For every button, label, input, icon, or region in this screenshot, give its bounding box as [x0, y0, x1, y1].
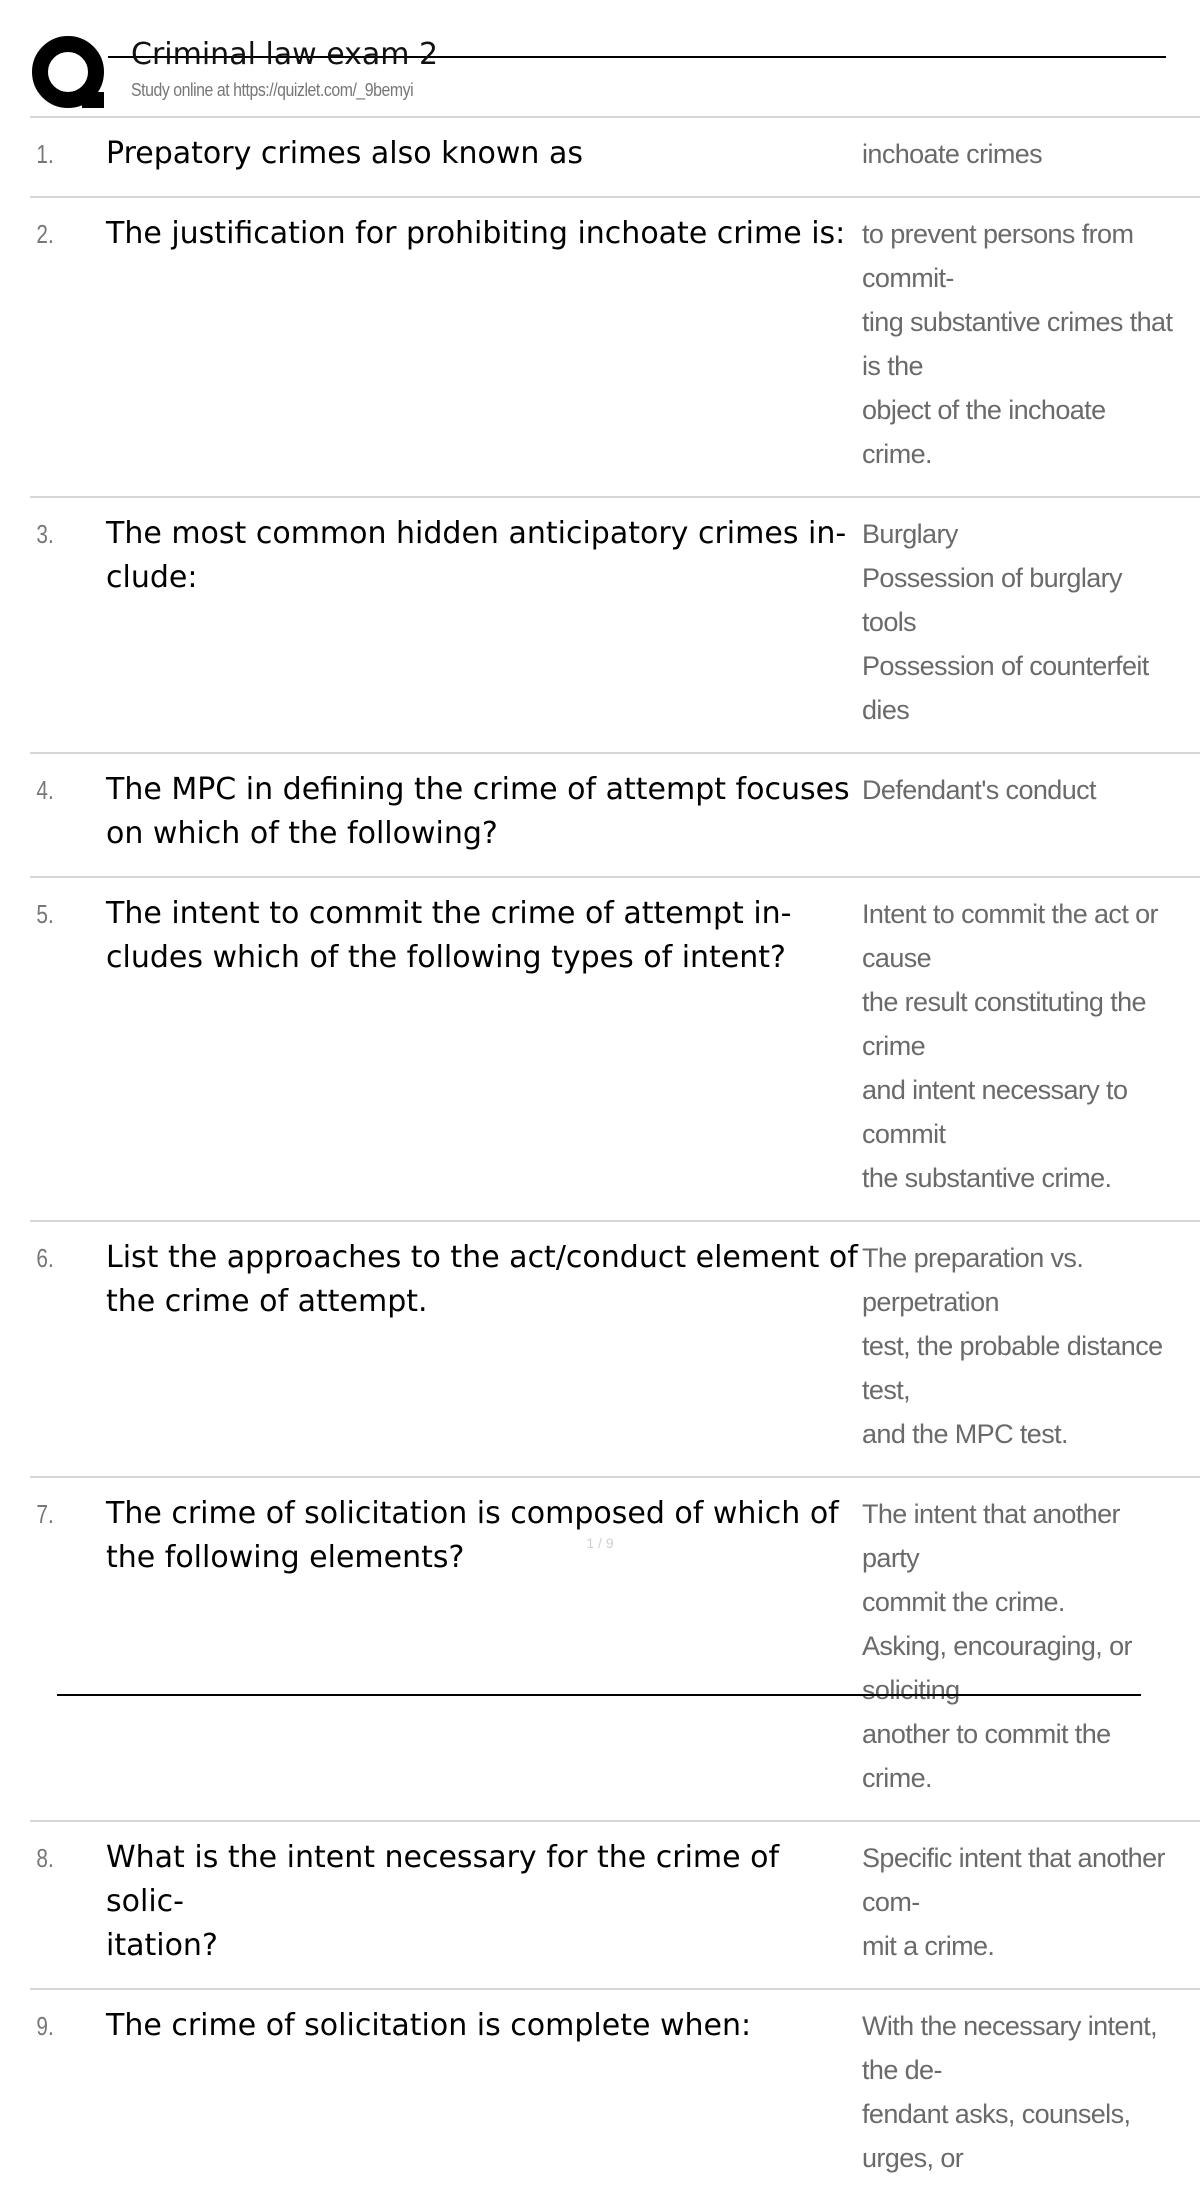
flashcard-row [30, 118, 1200, 198]
flashcard-row [30, 754, 1200, 878]
card-number: 9. [36, 2011, 54, 2041]
card-definition: With the necessary intent, the de- fendant asks, counsels, urges, or [862, 2011, 1158, 2173]
card-number: 2. [36, 219, 54, 249]
footer-rule [57, 1694, 1141, 1696]
document-header [30, 30, 1140, 114]
document-subtitle: Study online at https://quizlet.com/_9bemyi [131, 80, 414, 100]
card-term: The most common hidden anticipatory crimes in- clude: [106, 516, 847, 595]
card-definition: Defendant's conduct [862, 775, 1096, 805]
card-number: 7. [36, 1499, 54, 1529]
card-number: 1. [36, 139, 54, 169]
flashcard-row [30, 1990, 1200, 2200]
card-definition: to prevent persons from commit- ting substantive crimes that is the object of the inchoate crime. [862, 219, 1173, 469]
card-term: The crime of solicitation is complete when: [106, 2008, 752, 2043]
card-definition: Intent to commit the act or cause the result constituting the crime and intent necessary to commit the substantive crime. [862, 899, 1158, 1193]
card-term: The crime of solicitation is composed of which of the following elements? [106, 1496, 839, 1575]
card-number: 3. [36, 519, 54, 549]
flashcard-row [30, 1822, 1200, 1990]
card-number: 6. [36, 1243, 54, 1273]
flashcard-list [30, 116, 1200, 2200]
flashcard-row [30, 878, 1200, 1222]
card-term: Prepatory crimes also known as [106, 136, 583, 171]
flashcard-row [30, 1478, 1200, 1822]
card-number: 4. [36, 775, 54, 805]
card-definition: inchoate crimes [862, 139, 1043, 169]
card-definition: Burglary Possession of burglary tools Possession of counterfeit dies [862, 519, 1149, 725]
card-definition: The preparation vs. perpetration test, the probable distance test, and the MPC test. [862, 1243, 1163, 1449]
card-definition: Specific intent that another com- mit a crime. [862, 1843, 1165, 1961]
card-term: The MPC in defining the crime of attempt focuses on which of the following? [106, 772, 850, 851]
flashcard-row [30, 198, 1200, 498]
card-number: 8. [36, 1843, 54, 1873]
quizlet-q-logo-icon [30, 34, 110, 114]
flashcard-row [30, 498, 1200, 754]
document-title: Criminal law exam 2 [131, 37, 439, 72]
card-term: The intent to commit the crime of attempt in- cludes which of the following types of intent? [106, 896, 792, 975]
card-number: 5. [36, 899, 54, 929]
card-definition: The intent that another party commit the crime. Asking, encouraging, or soliciting another to commit the crime. [862, 1499, 1132, 1793]
flashcard-row [30, 1222, 1200, 1478]
card-term: The justification for prohibiting inchoate crime is: [106, 216, 846, 251]
card-term: What is the intent necessary for the crime of solic- itation? [106, 1840, 780, 1963]
card-term: List the approaches to the act/conduct element of the crime of attempt. [106, 1240, 858, 1319]
page-indicator: 1 / 9 [586, 1535, 614, 1551]
